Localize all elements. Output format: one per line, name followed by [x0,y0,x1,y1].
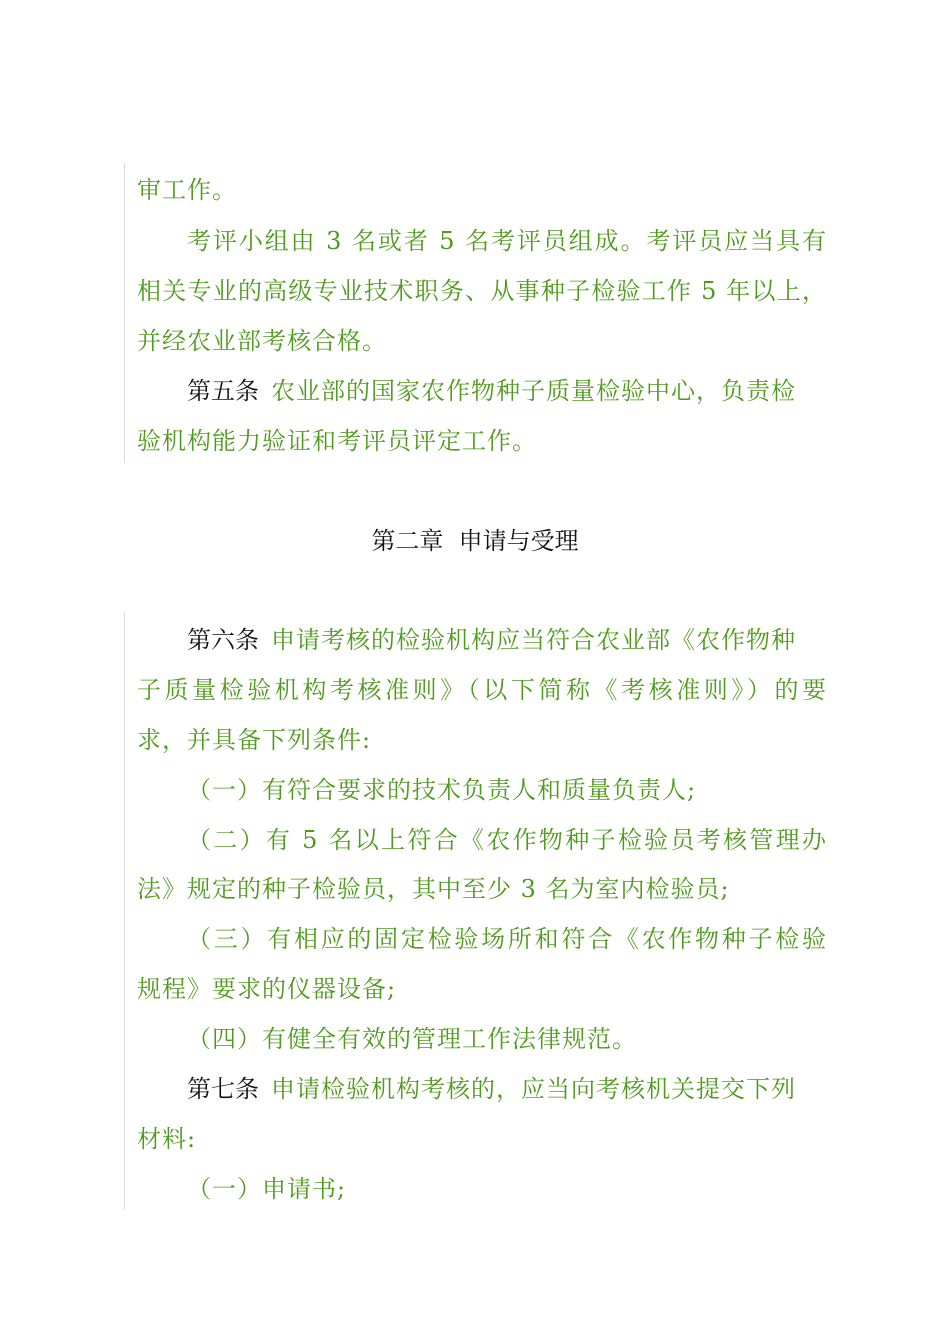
paragraph-line: 求，并具备下列条件: [137,726,372,754]
list-item: （一）申请书; [187,1175,347,1203]
article-label: 第七条 [187,1075,259,1103]
list-item: （一）有符合要求的技术负责人和质量负责人; [187,776,697,804]
paragraph-line: 验机构能力验证和考评员评定工作。 [137,427,537,455]
list-item: （三）有相应的固定检验场所和符合《农作物种子检验 [187,925,827,953]
chapter-heading: 第二章 申请与受理 [371,527,579,555]
paragraph-line: 并经农业部考核合格。 [137,327,387,355]
paragraph-text: 申请考核的检验机构应当符合农业部《农作物种 [271,626,796,654]
paragraph-line: 相关专业的高级专业技术职务、从事种子检验工作 5 年以上， [137,277,827,305]
article-5-line [187,366,827,416]
paragraph-line: 规程》要求的仪器设备; [137,975,397,1003]
text-margin-rule [124,163,125,463]
paragraph-line: 审工作。 [137,176,237,204]
list-item: （二）有 5 名以上符合《农作物种子检验员考核管理办 [187,826,827,854]
list-item: （四）有健全有效的管理工作法律规范。 [187,1025,637,1053]
article-7-line [187,1064,827,1114]
article-label: 第五条 [187,377,259,405]
paragraph-line: 考评小组由 3 名或者 5 名考评员组成。考评员应当具有 [187,227,827,255]
article-label: 第六条 [187,626,259,654]
article-6-line [187,615,827,665]
paragraph-line: 法》规定的种子检验员，其中至少 3 名为室内检验员; [137,875,730,903]
paragraph-text: 申请检验机构考核的，应当向考核机关提交下列 [271,1075,796,1103]
paragraph-line: 材料: [137,1125,197,1153]
text-margin-rule [124,612,125,1210]
paragraph-line: 子质量检验机构考核准则》（以下简称《考核准则》）的要 [137,676,827,704]
paragraph-text: 农业部的国家农作物种子质量检验中心，负责检 [271,377,796,405]
